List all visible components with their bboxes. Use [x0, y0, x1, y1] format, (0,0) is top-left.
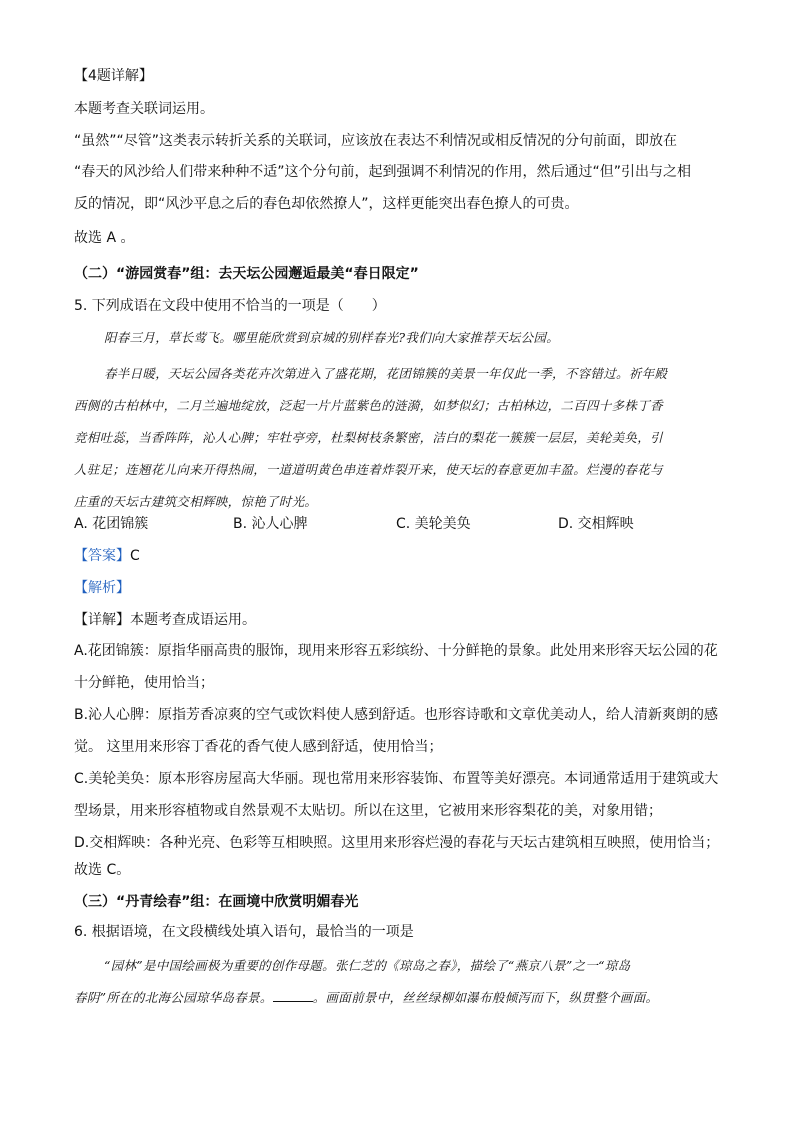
q5-passage-line: 西侧的古柏林中，二月兰遍地绽放，泛起一片片蓝紫色的涟漪，如梦似幻；古柏林边，二百四十多株丁香 [74, 398, 663, 413]
q5-detail-line: 型场景，用来形容植物或自然景观不太贴切。所以在这里，它被用来形容梨花的美，对象用错； [74, 803, 662, 819]
q4-answer: 故选 A 。 [74, 230, 135, 246]
q5-detail-line: 觉。 这里用来形容丁香花的香气使人感到舒适，使用恰当； [74, 739, 443, 755]
q6-passage-line [74, 988, 658, 1008]
q6-passage-text: 春阴”所在的北海公园琼华岛春景。 [74, 990, 273, 1005]
fill-blank [273, 989, 313, 1002]
q5-passage-line: 春半日暖，天坛公园各类花卉次第进入了盛花期，花团锦簇的美景一年仅此一季，不容错过。祈年殿 [104, 366, 668, 381]
q5-detail-line: 十分鲜艳，使用恰当； [74, 675, 214, 691]
q5-passage-line: 庄重的天坛古建筑交相辉映，惊艳了时光。 [74, 494, 318, 509]
analysis-label: 【解析】 [74, 580, 130, 596]
q5-detail-line: D.交相辉映：各种光亮、色彩等互相映照。这里用来形容烂漫的春花与天坛古建筑相互映照，使用恰当； [74, 835, 720, 851]
q5-detail-line: 【详解】本题考查成语运用。 [74, 612, 256, 628]
q5-detail-line: C.美轮美奂：原本形容房屋高大华丽。现也常用来形容装饰、布置等美好漂亮。本词通常适用于建筑或大 [74, 771, 719, 787]
section2-title: （二）“游园赏春”组：去天坛公园邂逅最美“春日限定” [74, 266, 419, 282]
q6-stem: 6. 根据语境，在文段横线处填入语句，最恰当的一项是 [74, 924, 414, 940]
q5-passage-line: 人驻足；连翘花儿向来开得热闹，一道道明黄色串连着炸裂开来，使天坛的春意更加丰盈。烂漫的春花与 [74, 462, 663, 477]
q5-option-a: A. 花团锦簇 [74, 516, 149, 532]
q5-passage-line: 竞相吐蕊，当香阵阵，沁人心脾；牢牡亭旁，杜梨树枝条繁密，洁白的梨花一簇簇一层层，美轮美奂，引 [74, 430, 663, 445]
q4-detail-p2: “虽然”“尽管”这类表示转折关系的关联词，应该放在表达不利情况或相反情况的分句前面，即放在 [74, 133, 678, 149]
q4-detail-heading: 【4题详解】 [74, 68, 153, 84]
q4-detail-p3: “春天的风沙给人们带来种种不适”这个分句前，起到强调不利情况的作用，然后通过“但”引出与之相 [74, 164, 692, 180]
q6-passage-line: “园林”是中国绘画极为重要的创作母题。张仁芝的《琼岛之春》，描绘了“燕京八景”之一“琼岛 [104, 958, 631, 973]
answer-value: C [130, 548, 140, 564]
q5-option-d: D. 交相辉映 [558, 516, 634, 532]
q5-answer [74, 546, 140, 566]
q5-stem: 5. 下列成语在文段中使用不恰当的一项是（ ） [74, 298, 386, 314]
q5-passage-line: 阳春三月，草长莺飞。哪里能欣赏到京城的别样春光?我们向大家推荐天坛公园。 [104, 330, 560, 345]
q5-detail-line: 故选 C。 [74, 862, 131, 878]
q4-detail-p1: 本题考查关联词运用。 [74, 101, 214, 117]
section3-title: （三）“丹青绘春”组：在画境中欣赏明媚春光 [74, 894, 359, 910]
q5-detail-line: A.花团锦簇：原指华丽高贵的服饰，现用来形容五彩缤纷、十分鲜艳的景象。此处用来形容天坛公园的花 [74, 643, 718, 659]
q5-detail-line: B.沁人心脾：原指芳香凉爽的空气或饮料使人感到舒适。也形容诗歌和文章优美动人，给人清新爽朗的感 [74, 707, 719, 723]
q5-option-b: B. 沁人心脾 [233, 516, 308, 532]
q5-option-c: C. 美轮美奂 [396, 516, 471, 532]
answer-label: 【答案】 [74, 548, 130, 564]
q4-detail-p4: 反的情况，即“风沙平息之后的春色却依然撩人”，这样更能突出春色撩人的可贵。 [74, 196, 579, 212]
q6-passage-text: 。画面前景中，丝丝绿柳如瀑布般倾泻而下，纵贯整个画面。 [312, 990, 659, 1005]
